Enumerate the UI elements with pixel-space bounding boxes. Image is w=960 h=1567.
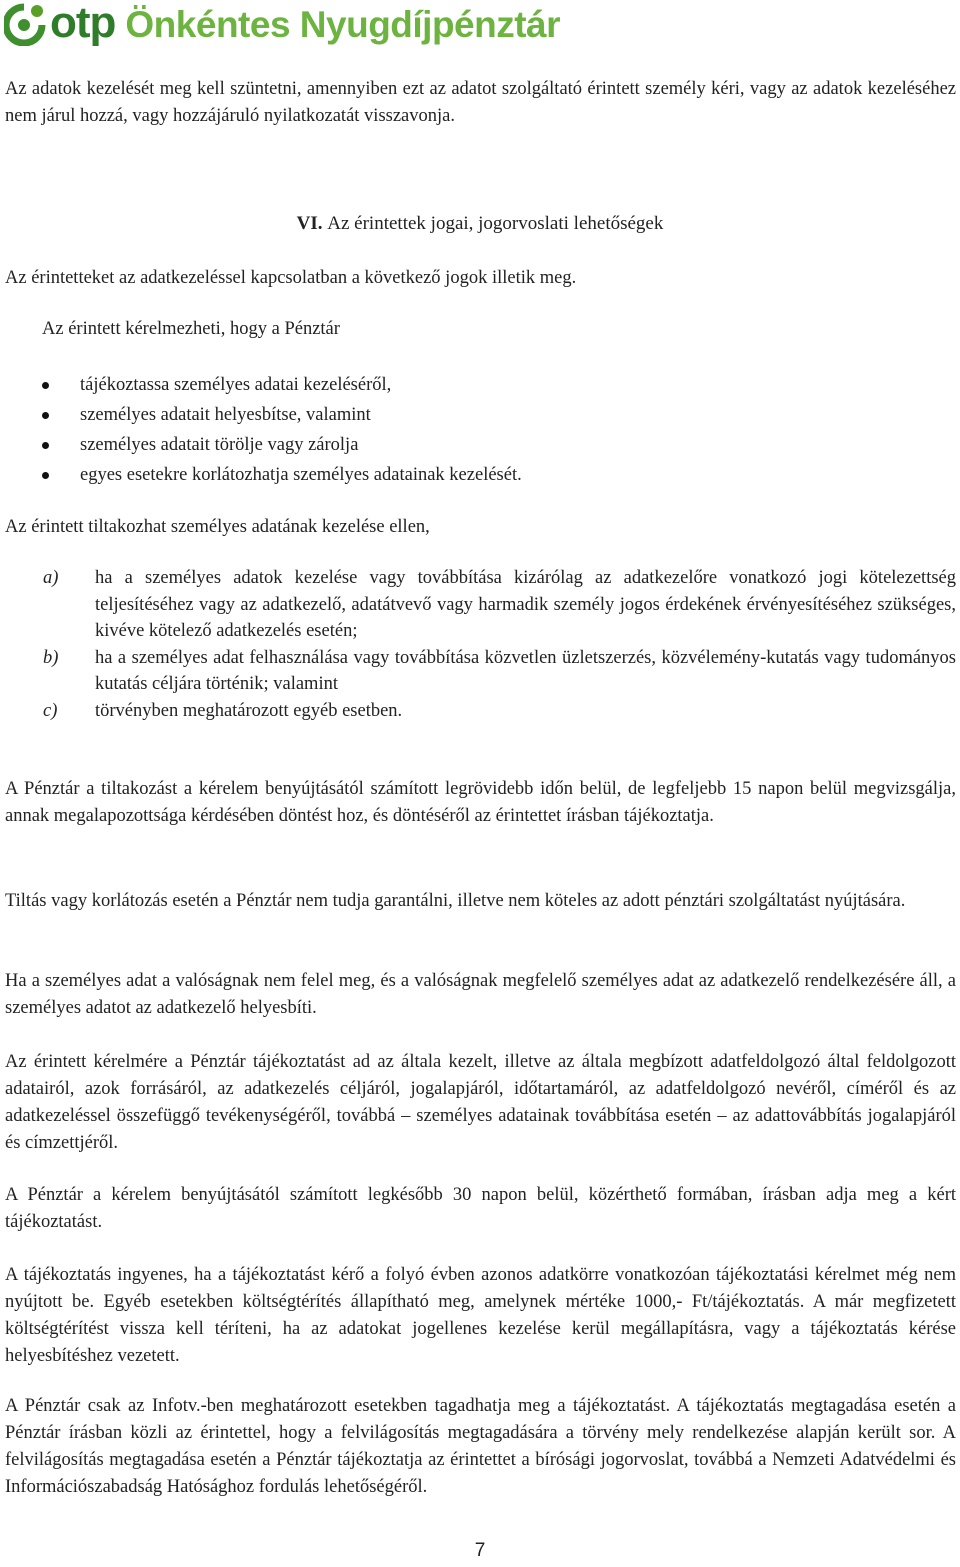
- paragraph-objection-intro: Az érintett tiltakozhat személyes adatának kezelése ellen,: [5, 517, 430, 537]
- section-heading: [0, 210, 960, 238]
- list-item: személyes adatait törölje vagy zárolja: [0, 430, 960, 460]
- paragraph-restriction: Tiltás vagy korlátozás esetén a Pénztár nem tudja garantálni, illetve nem köteles az adott pénztári szolgáltatást nyújtására.: [5, 891, 906, 911]
- paragraph-deadline: A Pénztár a kérelem benyújtásától számított legkésőbb 30 napon belül, közérthető formában, írásban adja meg a kért tájékoztatást.: [5, 1185, 956, 1232]
- rights-bullet-list: [0, 370, 960, 490]
- list-item: tájékoztassa személyes adatai kezeléséről,: [0, 370, 960, 400]
- list-item: b) ha a személyes adat felhasználása vagy továbbítása közvetlen üzletszerzés, közvélemény-kutatás vagy tudományos kutatás céljára történik; valamint: [43, 647, 956, 694]
- page-header: [0, 0, 960, 52]
- paragraph-data-deletion: Az adatok kezelését meg kell szüntetni, amennyiben ezt az adatot szolgáltató érintett személy kéri, vagy az adatok kezeléséhez nem járul hozzá, vagy hozzájáruló nyilatkozatát visszavonja.: [5, 79, 956, 126]
- paragraph-information-request: Az érintett kérelmére a Pénztár tájékoztatást ad az általa kezelt, illetve az általa megbízott adatfeldolgozó által feldolgozott adatairól, azok forrásáról, az adatkezelés céljáról, jogalapjáról, időtartamáról, az adatfeldolgozó nevéről, címéről és az adatkezeléssel összefüggő tevékenységéről, továbbá – személyes adatainak továbbítása esetén – az adattovábbítás jogalapjáról és címzettjéről.: [5, 1052, 956, 1153]
- paragraph-refusal: A Pénztár csak az Infotv.-ben meghatározott esetekben tagadhatja meg a tájékoztatást. A tájékoztatás megtagadása esetén a Pénztár írásban közli az érintettel, hogy a felvilágosítás megtagadására a törvény mely rendelkezése alapján került sor. A felvilágosítás megtagadása esetén a Pénztár tájékoztatja az érintettet a bírósági jogorvoslat, továbbá a Nemzeti Adatvédelmi és Információszabadság Hatósághoz fordulás lehetőségéről.: [5, 1396, 956, 1497]
- logo-brand: otp: [50, 0, 116, 47]
- otp-logo-icon: [4, 2, 48, 46]
- objection-cases-list: [5, 565, 956, 724]
- list-item: egyes esetekre korlátozhatja személyes adatainak kezelését.: [0, 460, 960, 490]
- bullet-icon: [42, 412, 49, 419]
- paragraph-objection-review: A Pénztár a tiltakozást a kérelem benyújtásától számított legrövidebb időn belül, de legfeljebb 15 napon belül megvizsgálja, annak megalapozottsága kérdésében döntést hoz, és döntéséről az érintettet írásban tájékoztatja.: [5, 779, 956, 826]
- paragraph-fee: A tájékoztatás ingyenes, ha a tájékoztatást kérő a folyó évben azonos adatkörre vonatkozóan tájékoztatási kérelmet még nem nyújtott be. Egyéb esetekben költségtérítés állapítható meg, amelynek mértéke 1000,- Ft/tájékoztatás. A már megfizetett költségtérítést vissza kell téríteni, ha az adatokat jogellenes kezelése kerül megállapításra, vagy a tájékoztatás kérése helyesbítéshez vezetett.: [5, 1265, 956, 1366]
- logo-wordmark: [50, 0, 560, 48]
- paragraph-correction: Ha a személyes adat a valóságnak nem felel meg, és a valóságnak megfelelő személyes adat az adatkezelő rendelkezésére áll, a személyes adatot az adatkezelő helyesbíti.: [5, 971, 956, 1018]
- paragraph-request-intro: Az érintett kérelmezheti, hogy a Pénztár: [42, 319, 340, 339]
- list-item: c) törvényben meghatározott egyéb esetben.: [43, 700, 403, 721]
- section-title: Az érintettek jogai, jogorvoslati lehetőségek: [327, 213, 664, 234]
- page-number: 7: [474, 1540, 486, 1561]
- list-item: a) ha a személyes adatok kezelése vagy továbbítása kizárólag az adatkezelőre vonatkozó jogi kötelezettség teljesítéséhez vagy az adatkezelő, adatátvevő vagy harmadik személy jogos érdekének érvényesítéséhez szükséges, kivéve kötelező adatkezelés esetén;: [43, 568, 956, 641]
- paragraph-rights-intro: Az érintetteket az adatkezeléssel kapcsolatban a következő jogok illetik meg.: [5, 268, 577, 288]
- logo-subtitle: Önkéntes Nyugdíjpénztár: [125, 4, 561, 45]
- section-number: VI.: [296, 213, 323, 234]
- bullet-icon: [42, 442, 49, 449]
- bullet-icon: [42, 472, 49, 479]
- list-item: személyes adatait helyesbítse, valamint: [0, 400, 960, 430]
- bullet-icon: [42, 382, 49, 389]
